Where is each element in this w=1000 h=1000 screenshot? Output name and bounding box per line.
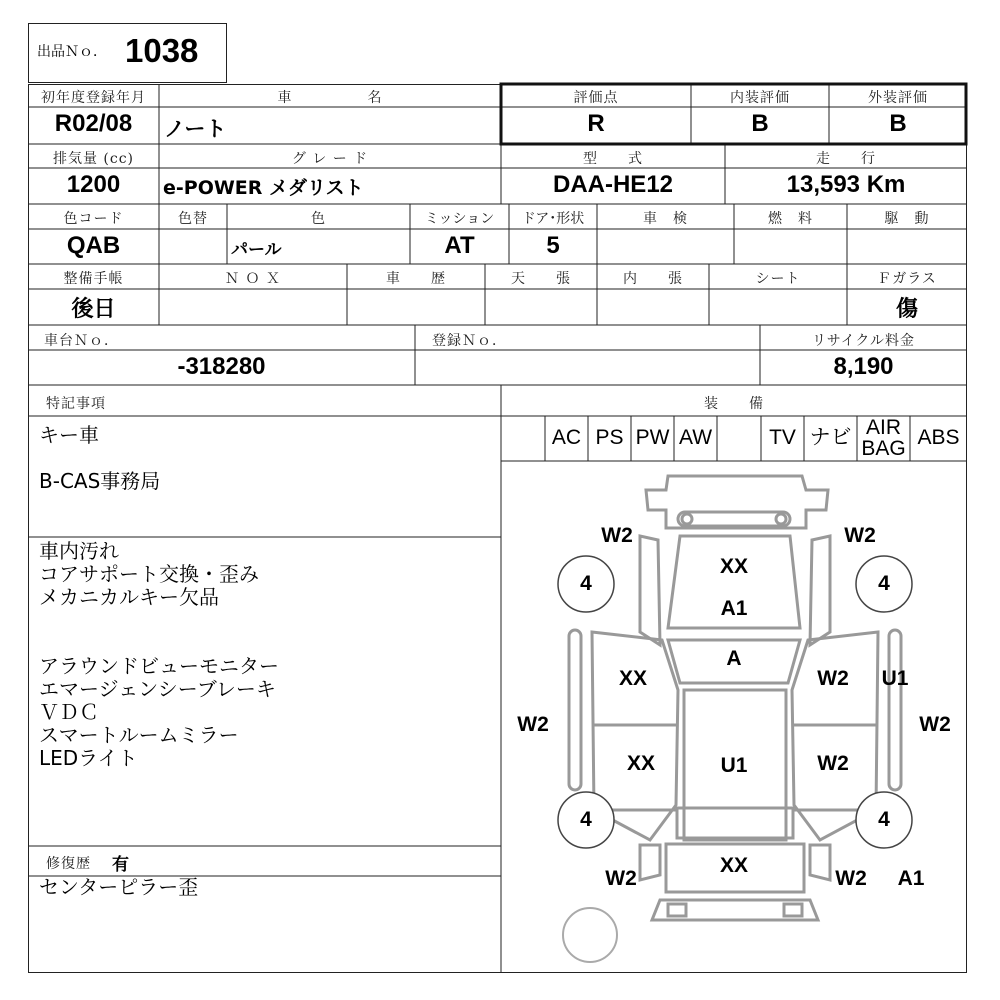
mission-value: AT	[444, 232, 475, 259]
interior-score-label: 内装評価	[730, 90, 790, 106]
exterior-score-label: 外装評価	[868, 90, 928, 106]
mark-tire-rear-right: 4	[878, 808, 890, 831]
model-value: DAA-HE12	[552, 171, 674, 198]
color-label: 色	[311, 211, 326, 227]
mark-front-right: W2	[844, 524, 876, 547]
mark-tire-rear-left: 4	[580, 808, 592, 831]
mark-right-front-door: W2	[817, 667, 849, 690]
mark-rear-corner: A1	[897, 867, 925, 890]
inspection-label: 車 検	[643, 211, 688, 227]
mark-right-pillar: U1	[881, 667, 909, 690]
equipment-item-pw: PW	[635, 426, 670, 449]
mark-rear-right: W2	[835, 867, 867, 890]
recycle-fee-label: リサイクル料金	[811, 333, 916, 349]
door-label: ドア･形状	[521, 211, 585, 227]
displacement-value: 1200	[66, 171, 121, 198]
equipment-label: 装 備	[704, 396, 764, 412]
mark-tire-front-left: 4	[580, 572, 592, 595]
repair-history-note: センターピラー歪	[39, 875, 199, 899]
color-code-label: 色コード	[63, 211, 124, 227]
mark-hood-1: XX	[719, 555, 748, 578]
color-code-value: QAB	[66, 232, 121, 259]
drive-label: 駆 動	[884, 211, 930, 227]
repaint-label: 色替	[178, 211, 208, 227]
notes-block-1: キー車 B-CAS事務局	[39, 423, 161, 493]
mark-right-side: W2	[919, 713, 951, 736]
maintenance-book-label: 整備手帳	[63, 271, 124, 287]
car-name-label: 車 名	[277, 90, 383, 106]
roof-lining-label: 天 張	[511, 271, 571, 287]
equipment-item-tv: TV	[769, 426, 796, 449]
equipment-item-ps: PS	[595, 426, 624, 449]
exterior-score-value: B	[889, 110, 907, 137]
mark-rear-left: W2	[605, 867, 637, 890]
chassis-no-label: 車台Ｎｏ．	[44, 333, 119, 349]
notes-label: 特記事項	[46, 396, 106, 412]
spare-tire-icon	[563, 908, 617, 962]
mark-left-rear-door: XX	[626, 752, 655, 775]
mark-left-front-door: XX	[618, 667, 647, 690]
grade-value: e-POWER メダリスト	[163, 177, 364, 199]
interior-score-value: B	[751, 110, 769, 137]
equipment-item-navi: ナビ	[809, 426, 852, 449]
chassis-no-value: -318280	[177, 353, 266, 380]
color-value: パール	[231, 240, 282, 260]
equipment-item-aw: AW	[678, 426, 713, 449]
model-label: 型 式	[583, 151, 643, 167]
equipment-item-abs: ABS	[917, 426, 960, 449]
displacement-label: 排気量 (cc)	[52, 151, 135, 167]
equipment-item-airbag: AIR BAG	[861, 416, 906, 460]
front-glass-value: 傷	[895, 296, 918, 321]
score-label: 評価点	[573, 90, 619, 106]
car-name-value: ノート	[164, 117, 227, 141]
equipment-item-ac: AC	[551, 426, 582, 449]
interior-trim-label: 内 張	[623, 271, 683, 287]
mileage-value: 13,593 Km	[786, 171, 906, 198]
notes-block-2: 車内汚れ コアサポート交換・歪み メカニカルキー欠品 アラウンドビューモニター エマージェンシーブレーキ ＶＤＣ スマートルームミラー LEDライト	[39, 539, 279, 770]
front-glass-label: Ｆガラス	[877, 271, 937, 287]
mission-label: ミッション	[424, 211, 495, 227]
car-history-label: 車 歴	[386, 271, 446, 287]
mark-right-rear-door: W2	[817, 752, 849, 775]
mileage-label: 走 行	[816, 151, 876, 167]
mark-windshield: A	[726, 647, 742, 670]
door-value: 5	[546, 232, 560, 259]
nox-label: Ｎ Ｏ Ｘ	[225, 271, 281, 287]
fuel-label: 燃 料	[768, 211, 813, 227]
lot-number: 1038	[125, 32, 199, 69]
mark-front-left: W2	[601, 524, 633, 547]
first-registration-label: 初年度登録年月	[41, 90, 146, 106]
mark-tire-front-right: 4	[878, 572, 890, 595]
repair-history-status: 有	[112, 855, 129, 875]
score-value: R	[587, 110, 605, 137]
mark-roof: U1	[720, 754, 748, 777]
mark-trunk: XX	[719, 854, 748, 877]
maintenance-book-value: 後日	[71, 296, 116, 321]
mark-hood-2: A1	[720, 597, 748, 620]
mark-left-side: W2	[517, 713, 549, 736]
lot-number-label: 出品Ｎｏ．	[37, 44, 107, 60]
recycle-fee-value: 8,190	[833, 353, 894, 380]
seat-label: シート	[755, 271, 801, 287]
repair-history-label: 修復歴	[46, 856, 91, 872]
grade-label: グ レ ー ド	[291, 151, 369, 167]
registration-no-label: 登録Ｎｏ．	[432, 333, 507, 349]
first-registration-value: R02/08	[54, 110, 133, 137]
